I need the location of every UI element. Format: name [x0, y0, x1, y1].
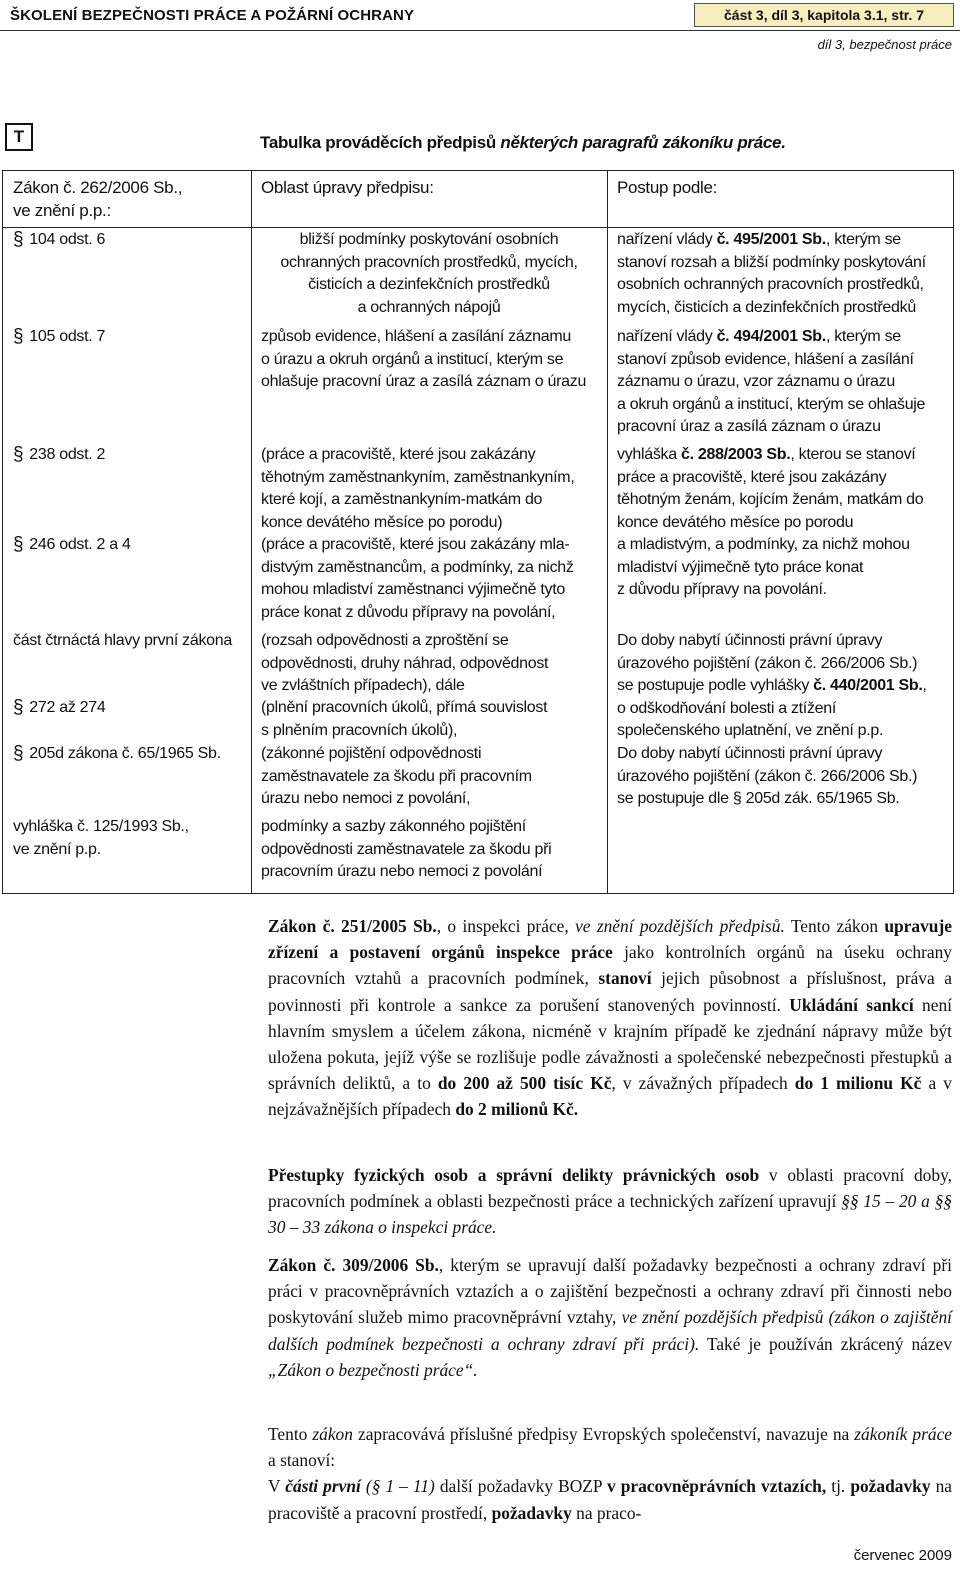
table-row-area: způsob evidence, hlášení a zasílání záznamu o úrazu a okruh orgánů a institucí, kterým se ohlašuje pracovní úraz a zasílá záznam o úrazu — [261, 328, 587, 391]
table-row-procedure: a mladistvým, a podmínky, za nichž mohou mladiství výjimečně tyto práce konat z důvodu přípravy na povolání. — [617, 536, 910, 599]
table-row-ref: § 104 odst. 6 — [13, 229, 106, 250]
table-row-ref: § 105 odst. 7 — [13, 326, 106, 347]
page-footer-date: červenec 2009 — [853, 1547, 952, 1564]
table-title: Tabulka prováděcích předpisů některých paragrafů zákoníku práce. — [260, 133, 786, 152]
table-row-area: bližší podmínky poskytování osobních ochranných pracovních prostředků, mycích, čisticích a dezinfekčních prostředků a ochranných nápojů — [280, 231, 578, 316]
header-law: Zákon č. 262/2006 Sb., ve znění p.p.: — [13, 178, 183, 220]
table-row-ref: vyhláška č. 125/1993 Sb., ve znění p.p. — [13, 818, 189, 858]
column-divider-2 — [607, 171, 608, 893]
body-paragraph: Zákon č. 309/2006 Sb., kterým se upravují další požadavky bezpečnosti a ochrany zdraví při práci v pracovněprávních vztazích a o zajištění bezpečnosti a ochrany zdraví při činnosti nebo poskytování služeb mimo pracovněprávní vztahy, ve znění pozdějších předpisů (zákon o zajištění dalších podmínek bezpečnosti a ochrany zdraví při práci). Také je používán zkrácený název „Zákon o bezpečnosti práce“. — [268, 1255, 953, 1380]
section-subtitle: díl 3, bezpečnost práce — [817, 37, 952, 52]
table-row-ref: část čtrnáctá hlavy první zákona — [13, 632, 232, 649]
table-row-area: (zákonné pojištění odpovědnosti zaměstnavatele za škodu při pracovním úrazu nebo nemoci z povolání, — [261, 745, 532, 808]
table-row-procedure: Do doby nabytí účinnosti právní úpravy úrazového pojištění (zákon č. 266/2006 Sb.) se postupuje dle § 205d zák. 65/1965 Sb. — [617, 745, 918, 808]
table-row-procedure: nařízení vlády č. 495/2001 Sb., kterým se stanoví rozsah a bližší podmínky poskytování osobních ochranných pracovních prostředků, mycích, čisticích a dezinfekčních prostředků — [617, 231, 926, 316]
header-row-divider — [3, 227, 953, 228]
table-row-ref: § 205d zákona č. 65/1965 Sb. — [13, 743, 221, 764]
table-row-area: (práce a pracoviště, které jsou zakázány mla- distvým zaměstnancům, a podmínky, za nichž mohou mladiství zaměstnanci výjimečně tyto práce konat z důvodu přípravy na povolání, — [261, 536, 574, 621]
regulations-table — [2, 170, 954, 894]
table-row-area: (práce a pracoviště, které jsou zakázány těhotným zaměstnankyním, zaměstnankyním, které kojí, a zaměstnankyním-matkám do konce devátého měsíce po porodu) — [261, 446, 575, 531]
table-row-procedure: vyhláška č. 288/2003 Sb., kterou se stanoví práce a pracoviště, které jsou zakázány těhotným ženám, kojícím ženám, matkám do konce devátého měsíce po porodu — [617, 446, 924, 531]
table-row-ref: § 246 odst. 2 a 4 — [13, 534, 131, 555]
body-paragraph: Zákon č. 251/2005 Sb., o inspekci práce, ve znění pozdějších předpisů. Tento zákon upravuje zřízení a postavení orgánů inspekce práce jako kontrolních orgánů na úseku ochrany pracovních vztahů a pracovních podmínek, stanoví jejich působnost a příslušnost, práva a povinnosti při kontrole a sankce za porušení stanovených povinností. Ukládání sankcí není hlavním smyslem a účelem zákona, nicméně v krajním případě ke zjednání nápravy může být uložena pokuta, jejíž výše se rozlišuje podle závažnosti a společenské nebezpečnosti přestupků a správních deliktů, a to do 200 až 500 tisíc Kč, v závažných případech do 1 milionu Kč a v nejzávažnějších případech do 2 milionů Kč. — [268, 916, 952, 1120]
header-divider — [0, 30, 960, 31]
table-icon: T — [5, 123, 33, 151]
table-row-area: (rozsah odpovědnosti a zproštění se odpovědnosti, druhy náhrad, odpovědnost ve zvláštních případech), dále — [261, 632, 549, 695]
header-area: Oblast úpravy předpisu: — [261, 178, 434, 197]
table-row-procedure: Do doby nabytí účinnosti právní úpravy úrazového pojištění (zákon č. 266/2006 Sb.) se postupuje podle vyhlášky č. 440/2001 Sb., o odškodňování bolesti a ztížení společenského uplatnění, ve znění p.p. — [617, 632, 927, 740]
header-procedure: Postup podle: — [617, 178, 718, 197]
column-divider-1 — [251, 171, 252, 893]
table-row-area: podmínky a sazby zákonného pojištění odpovědnosti zaměstnavatele za škodu při pracovním úrazu nebo nemoci z povolání — [261, 818, 552, 881]
body-paragraph: Tento zákon zapracovává příslušné předpisy Evropských společenství, navazuje na zákoník práce a stanoví: V části první (§ 1 – 11) další požadavky BOZP v pracovněprávních vztazích, tj. požadavky na pracoviště a pracovní prostředí, požadavky na praco- — [268, 1424, 953, 1523]
table-row-area: (plnění pracovních úkolů, přímá souvislost s plněním pracovních úkolů), — [261, 699, 548, 739]
chapter-badge: část 3, díl 3, kapitola 3.1, str. 7 — [694, 3, 954, 27]
table-row-procedure: nařízení vlády č. 494/2001 Sb., kterým se stanoví způsob evidence, hlášení a zasílání záznamu o úrazu, vzor záznamu o úrazu a okruh orgánů a institucí, kterým se ohlašuje pracovní úraz a zasílá záznam o úrazu — [617, 328, 926, 436]
table-row-ref: § 238 odst. 2 — [13, 444, 106, 465]
document-title: ŠKOLENÍ BEZPEČNOSTI PRÁCE A POŽÁRNÍ OCHRANY — [10, 7, 415, 24]
body-paragraph: Přestupky fyzických osob a správní delikty právnických osob v oblasti pracovní doby, pracovních podmínek a oblasti bezpečnosti práce a technických zařízení upravují §§ 15 – 20 a §§ 30 – 33 zákona o inspekci práce. — [268, 1165, 952, 1238]
table-row-ref: § 272 až 274 — [13, 697, 106, 718]
